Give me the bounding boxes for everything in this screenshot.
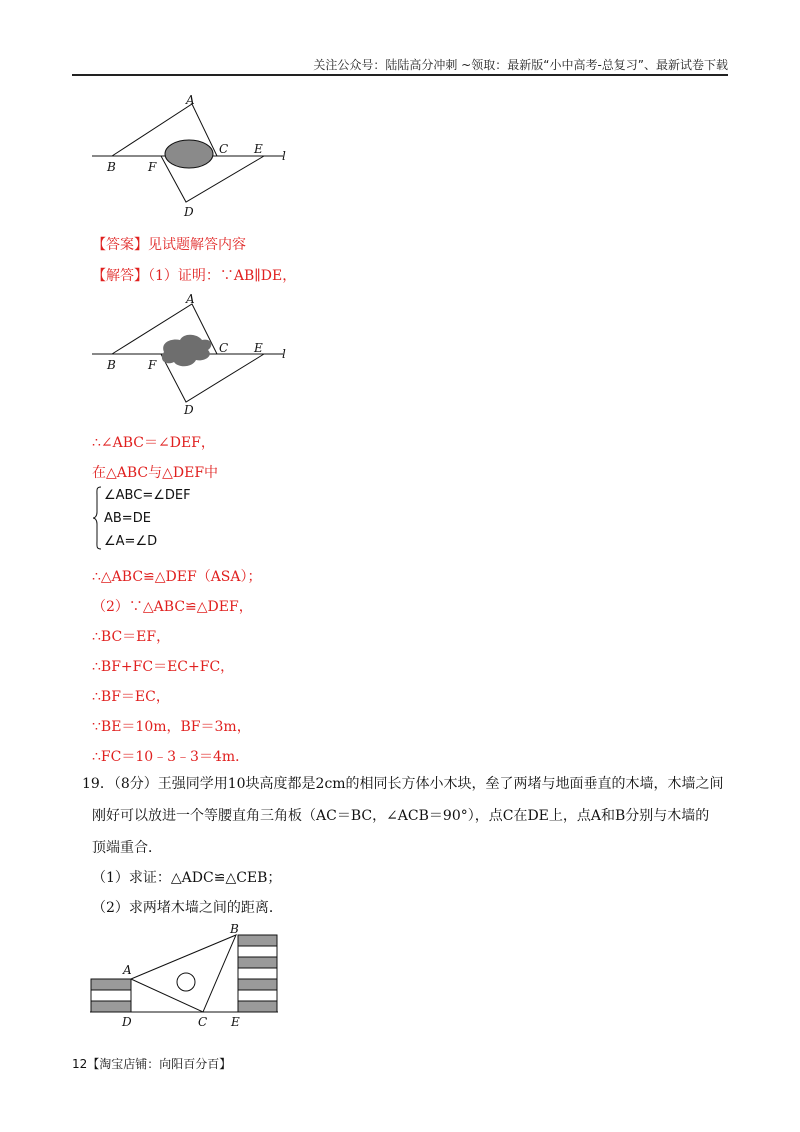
label-l: l <box>282 149 286 163</box>
page-number: 12 <box>72 1057 88 1071</box>
label-C: C <box>219 142 229 156</box>
right-wall <box>238 935 277 1012</box>
solution-line <box>92 265 296 285</box>
label-D: D <box>122 1015 132 1029</box>
step-5: ∴BC＝EF， <box>92 629 171 645</box>
answer-tag: 【答案】 <box>92 237 148 253</box>
label-E: E <box>254 341 263 355</box>
question-19-line-1: 19．（8分）王强同学用10块高度都是2cm的相同长方体小木块，垒了两堵与地面垂直的木墙，木墙之间 <box>82 776 724 792</box>
label-B: B <box>230 922 239 936</box>
left-wall <box>91 979 131 1012</box>
label-B: B <box>107 160 116 174</box>
figure-2 <box>88 290 308 420</box>
system-brace <box>92 486 102 550</box>
step-7: ∴BF＝EC， <box>92 689 170 705</box>
page-footer <box>72 1055 231 1072</box>
label-C: C <box>198 1015 208 1029</box>
step-6: ∴BF+FC＝EC+FC， <box>92 659 235 675</box>
step-3: ∴△ABC≌△DEF（ASA）； <box>92 569 262 585</box>
question-19-part-1: （1）求证：△ADC≌△CEB； <box>92 870 282 886</box>
figure-1 <box>88 92 308 222</box>
question-19-line-2: 刚好可以放进一个等腰直角三角板（AC＝BC，∠ACB＝90°），点C在DE上，点A和B分别与木墙的 <box>92 808 710 824</box>
footer-text: 【淘宝店铺：向阳百分百】 <box>87 1057 232 1071</box>
label-C: C <box>219 341 229 355</box>
label-F: F <box>148 358 157 372</box>
step-8: ∵BE＝10m，BF＝3m， <box>92 719 251 735</box>
label-B: B <box>107 358 116 372</box>
label-A: A <box>123 963 132 977</box>
label-A: A <box>186 93 195 107</box>
ink-blot <box>165 140 213 168</box>
step-1: ∴∠ABC＝∠DEF， <box>92 435 215 451</box>
solution-intro: （1）证明：∵AB∥DE， <box>148 268 297 284</box>
system-eq-1: ∠ABC=∠DEF <box>104 488 191 503</box>
figure-3 <box>86 922 286 1034</box>
label-F: F <box>148 160 157 174</box>
header-rule <box>72 74 728 76</box>
label-D: D <box>184 403 194 417</box>
system-eq-2: AB=DE <box>104 511 151 526</box>
answer-line <box>92 234 246 254</box>
question-19-line-3: 顶端重合． <box>92 840 162 856</box>
step-9: ∴FC＝10﹣3﹣3＝4m． <box>92 749 250 765</box>
page-header: 关注公众号：陆陆高分冲刺 ~领取：最新版“小中高考-总复习”、最新试卷下载 <box>313 58 728 72</box>
answer-text: 见试题解答内容 <box>148 237 246 253</box>
label-l: l <box>282 347 286 361</box>
label-A: A <box>186 292 195 306</box>
ink-blot-irregular <box>162 335 211 367</box>
label-E: E <box>231 1015 240 1029</box>
system-eq-3: ∠A=∠D <box>104 534 158 549</box>
step-4: （2）∵△ABC≌△DEF， <box>92 599 253 615</box>
label-E: E <box>254 142 263 156</box>
label-D: D <box>184 205 194 219</box>
question-19-part-2: （2）求两堵木墙之间的距离． <box>92 900 283 916</box>
solution-tag: 【解答】 <box>92 268 148 284</box>
step-2: 在△ABC与△DEF中 <box>92 465 219 481</box>
